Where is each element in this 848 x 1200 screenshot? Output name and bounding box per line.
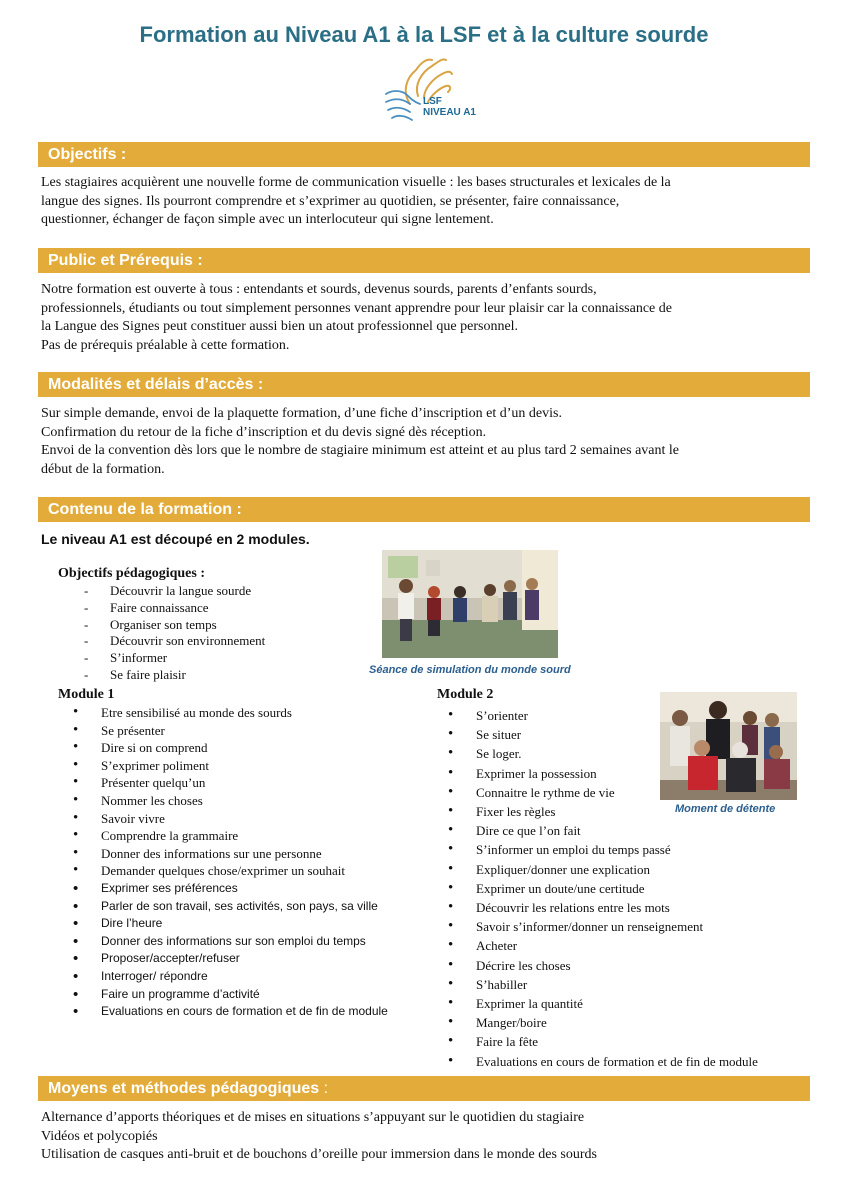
- list-item: • Fixer les règles: [448, 802, 813, 821]
- list-item: - S’informer: [84, 650, 265, 667]
- text-line: professionnels, étudiants ou tout simplement personnes venant apprendre pour leur plaisir car la connaissance de: [41, 300, 672, 316]
- section-heading-objectifs: Objectifs :: [38, 142, 810, 167]
- list-item: - Découvrir son environnement: [84, 633, 265, 650]
- list-item: • Découvrir les relations entre les mots: [448, 898, 813, 917]
- public-text: [41, 281, 816, 355]
- list-item: - Découvrir la langue sourde: [84, 583, 265, 600]
- list-item: • Savoir s’informer/donner un renseignement: [448, 917, 813, 936]
- module-2-heading: Module 2: [437, 687, 494, 702]
- modalites-text: [41, 405, 816, 479]
- detente-photo-caption: Moment de détente: [675, 803, 776, 815]
- text-line: Sur simple demande, envoi de la plaquette formation, d’une fiche d’inscription et d’un devis.: [41, 406, 562, 421]
- list-item: • Demander quelques chose/exprimer un souhait: [73, 862, 393, 880]
- list-item: • Parler de son travail, ses activités, son pays, sa ville: [73, 898, 393, 916]
- objectifs-text: [41, 174, 816, 230]
- list-item: • Nommer les choses: [73, 792, 393, 810]
- list-item: • Acheter: [448, 936, 813, 955]
- text-line: Notre formation est ouverte à tous : entendants et sourds, devenus sourds, parents d’enfants sourds,: [41, 282, 597, 297]
- moyens-text: [41, 1109, 816, 1165]
- list-item: • Exprimer un doute/une certitude: [448, 879, 813, 898]
- list-item: • S’habiller: [448, 975, 813, 994]
- text-line: Envoi de la convention dès lors que le nombre de stagiaire minimum est atteint et au plus tard 2 semaines avant le: [41, 443, 679, 458]
- list-item: • Interroger/ répondre: [73, 968, 393, 986]
- list-item: • Dire l’heure: [73, 915, 393, 933]
- list-item: • Dire ce que l’on fait: [448, 821, 813, 840]
- objectifs-pedagogiques-list: [84, 583, 265, 684]
- logo-line-1: LSF: [423, 96, 442, 107]
- list-item: • Exprimer la possession: [448, 764, 813, 783]
- list-item: • Exprimer la quantité: [448, 994, 813, 1013]
- list-item: • Présenter quelqu’un: [73, 774, 393, 792]
- text-line: questionner, échanger de façon simple avec un interlocuteur qui signe lentement.: [41, 212, 494, 227]
- simulation-photo: [382, 550, 558, 658]
- list-item: • Comprendre la grammaire: [73, 827, 393, 845]
- list-item: • Proposer/accepter/refuser: [73, 950, 393, 968]
- text-line: la Langue des Signes peut constituer aussi bien un atout professionnel que personnel.: [41, 319, 519, 334]
- module-1-heading: Module 1: [58, 687, 115, 702]
- list-item: • Connaitre le rythme de vie: [448, 783, 813, 802]
- text-line: Les stagiaires acquièrent une nouvelle forme de communication visuelle : les bases structurales et lexicales de la: [41, 175, 671, 190]
- moyens-heading-text: Moyens et méthodes pédagogiques: [48, 1080, 320, 1097]
- list-item: • S’exprimer poliment: [73, 757, 393, 775]
- list-item: • S’orienter: [448, 706, 813, 725]
- text-line: Vidéos et polycopiés: [41, 1128, 158, 1144]
- list-item: - Se faire plaisir: [84, 667, 265, 684]
- text-line: langue des signes. Ils pourront comprendre et s’exprimer au quotidien, se présenter, faire connaissance,: [41, 193, 620, 209]
- simulation-photo-caption: Séance de simulation du monde sourd: [369, 664, 571, 676]
- list-item: • Donner des informations sur son emploi du temps: [73, 933, 393, 951]
- objectifs-pedagogiques-heading: Objectifs pédagogiques :: [58, 566, 205, 581]
- page-title: Formation au Niveau A1 à la LSF et à la culture sourde: [139, 22, 709, 47]
- section-heading-public: Public et Prérequis :: [38, 248, 810, 273]
- list-item: • Evaluations en cours de formation et de fin de module: [73, 1003, 393, 1021]
- module-1-list: [73, 704, 393, 1021]
- detente-photo: [660, 692, 797, 800]
- list-item: • Faire un programme d’activité: [73, 986, 393, 1004]
- list-item: • Savoir vivre: [73, 810, 393, 828]
- section-heading-contenu: Contenu de la formation :: [38, 497, 810, 522]
- list-item: - Faire connaissance: [84, 600, 265, 617]
- list-item: • Donner des informations sur une personne: [73, 845, 393, 863]
- lsf-logo: [380, 52, 480, 128]
- list-item: • S’informer un emploi du temps passé: [448, 840, 813, 859]
- text-line: début de la formation.: [41, 461, 165, 477]
- text-line: Confirmation du retour de la fiche d’inscription et du devis signé dès réception.: [41, 424, 487, 440]
- text-line: Alternance d’apports théoriques et de mises en situations s’appuyant sur le quotidien du stagiaire: [41, 1110, 585, 1125]
- section-heading-moyens: [38, 1076, 810, 1101]
- text-line: Utilisation de casques anti-bruit et de bouchons d’oreille pour immersion dans le monde des sourds: [41, 1147, 597, 1162]
- list-item: • Se loger.: [448, 744, 813, 763]
- list-item: • Manger/boire: [448, 1013, 813, 1032]
- text-line: Pas de prérequis préalable à cette formation.: [41, 337, 290, 353]
- section-heading-modalites: Modalités et délais d’accès :: [38, 372, 810, 397]
- list-item: • Expliquer/donner une explication: [448, 860, 813, 879]
- list-item: • Se présenter: [73, 722, 393, 740]
- contenu-intro: Le niveau A1 est découpé en 2 modules.: [41, 531, 310, 547]
- list-item: - Organiser son temps: [84, 617, 265, 634]
- list-item: • Se situer: [448, 725, 813, 744]
- list-item: • Décrire les choses: [448, 956, 813, 975]
- list-item: • Faire la fête: [448, 1032, 813, 1051]
- list-item: • Etre sensibilisé au monde des sourds: [73, 704, 393, 722]
- moyens-heading-suffix: :: [319, 1080, 329, 1097]
- list-item: • Exprimer ses préférences: [73, 880, 393, 898]
- list-item: • Dire si on comprend: [73, 739, 393, 757]
- list-item: • Evaluations en cours de formation et de fin de module: [448, 1052, 813, 1071]
- logo-line-2: NIVEAU A1: [423, 107, 476, 118]
